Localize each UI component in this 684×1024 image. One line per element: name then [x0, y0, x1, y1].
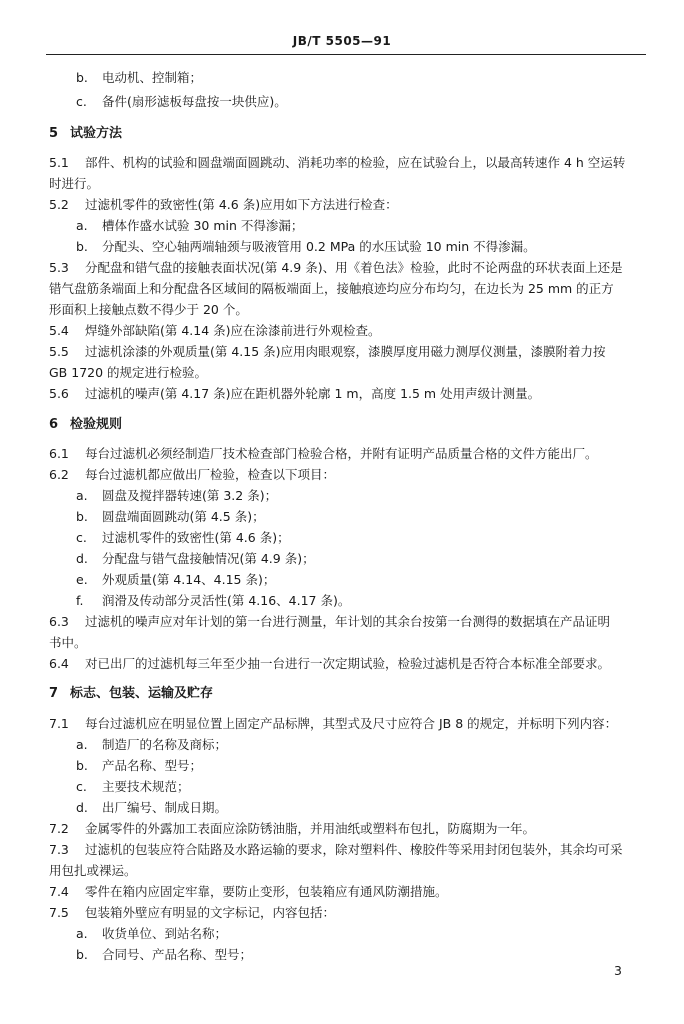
- clause-text-cont: 用包扎或裸运。: [49, 863, 137, 878]
- item-text: 分配头、空心轴两端轴颈与吸液管用 0.2 MPa 的水压试验 10 min 不得渗漏。: [102, 239, 536, 254]
- item-text: 主要技术规范；: [102, 779, 190, 794]
- item-label: b.: [76, 947, 88, 962]
- section-number: 6: [49, 417, 59, 432]
- item-text: 外观质量(第 4.14、4.15 条)；: [102, 572, 276, 587]
- item-label: c.: [76, 94, 87, 109]
- clause-text: 过滤机的噪声(第 4.17 条)应在距机器外轮廓 1 m，高度 1.5 m 处用声级计测量。: [85, 386, 541, 401]
- item-text: 圆盘端面圆跳动(第 4.5 条)；: [102, 509, 265, 524]
- clause-number: 6.2: [49, 467, 69, 482]
- clause-text: 零件在箱内应固定牢靠，要防止变形，包装箱应有通风防潮措施。: [85, 884, 448, 899]
- clause-number: 7.2: [49, 821, 69, 836]
- clause-number: 6.3: [49, 614, 69, 629]
- clause-number: 5.4: [49, 323, 69, 338]
- clause-text-cont: 书中。: [49, 635, 87, 650]
- item-label: a.: [76, 218, 88, 233]
- item-text: 槽体作盛水试验 30 min 不得渗漏；: [102, 218, 304, 233]
- item-text: 收货单位、到站名称；: [102, 926, 228, 941]
- clause-text: 对已出厂的过滤机每三年至少抽一台进行一次定期试验，检验过滤机是否符合本标准全部要求。: [85, 656, 611, 671]
- clause-text: 每台过滤机都应做出厂检验，检查以下项目：: [85, 467, 336, 482]
- item-label: a.: [76, 737, 88, 752]
- header-rule: [46, 54, 646, 55]
- item-label: b.: [76, 758, 88, 773]
- clause-text: 包装箱外壁应有明显的文字标记，内容包括：: [85, 905, 336, 920]
- section-title: 标志、包装、运输及贮存: [70, 686, 214, 701]
- item-text: 电动机、控制箱；: [102, 70, 203, 85]
- item-text: 过滤机零件的致密性(第 4.6 条)；: [102, 530, 290, 545]
- clause-number: 7.3: [49, 842, 69, 857]
- item-text: 出厂编号、制成日期。: [102, 800, 228, 815]
- clause-number: 6.4: [49, 656, 69, 671]
- item-label: b.: [76, 70, 88, 85]
- clause-number: 7.4: [49, 884, 69, 899]
- clause-text: 过滤机零件的致密性(第 4.6 条)应用如下方法进行检查：: [85, 197, 398, 212]
- page-number: 3: [614, 963, 622, 978]
- item-label: e.: [76, 572, 88, 587]
- item-text: 分配盘与错气盘接触情况(第 4.9 条)；: [102, 551, 315, 566]
- item-text: 圆盘及搅拌器转速(第 3.2 条)；: [102, 488, 278, 503]
- item-text: 制造厂的名称及商标；: [102, 737, 228, 752]
- clause-text: 焊缝外部缺陷(第 4.14 条)应在涂漆前进行外观检查。: [85, 323, 381, 338]
- item-label: d.: [76, 551, 88, 566]
- clause-number: 6.1: [49, 446, 69, 461]
- clause-text: 过滤机涂漆的外观质量(第 4.15 条)应用肉眼观察，漆膜厚度用磁力测厚仪测量，漆膜附着力按: [85, 344, 606, 359]
- item-label: c.: [76, 530, 87, 545]
- clause-number: 5.3: [49, 260, 69, 275]
- clause-text: 金属零件的外露加工表面应涂防锈油脂，并用油纸或塑料布包扎，防腐期为一年。: [85, 821, 536, 836]
- section-number: 7: [49, 686, 59, 701]
- clause-text: 过滤机的包装应符合陆路及水路运输的要求，除对塑料件、橡胶件等采用封闭包装外，其余均可采: [85, 842, 623, 857]
- item-label: a.: [76, 488, 88, 503]
- item-label: a.: [76, 926, 88, 941]
- clause-text-cont: 形面积上接触点数不得少于 20 个。: [49, 302, 248, 317]
- item-label: b.: [76, 239, 88, 254]
- clause-text: 部件、机构的试验和圆盘端面圆跳动、消耗功率的检验，应在试验台上，以最高转速作 4 h 空运转: [85, 155, 626, 170]
- section-number: 5: [49, 126, 59, 141]
- clause-text-cont: 错气盘筋条端面上和分配盘各区域间的隔板端面上，接触痕迹均应分布均匀，在边长为 25 mm 的正方: [49, 281, 614, 296]
- clause-text: 每台过滤机必须经制造厂技术检查部门检验合格，并附有证明产品质量合格的文件方能出厂。: [85, 446, 598, 461]
- clause-number: 5.5: [49, 344, 69, 359]
- clause-text: 每台过滤机应在明显位置上固定产品标牌，其型式及尺寸应符合 JB 8 的规定，并标明下列内容：: [85, 716, 618, 731]
- item-label: d.: [76, 800, 88, 815]
- item-label: b.: [76, 509, 88, 524]
- clause-text-cont: 时进行。: [49, 176, 100, 191]
- item-text: 备件(扇形滤板每盘按一块供应)。: [102, 94, 287, 109]
- clause-number: 7.5: [49, 905, 69, 920]
- section-title: 试验方法: [70, 126, 123, 141]
- clause-text-cont: GB 1720 的规定进行检验。: [49, 365, 208, 380]
- clause-text: 分配盘和错气盘的接触表面状况(第 4.9 条)、用《着色法》检验，此时不论两盘的环状表面上还是: [85, 260, 623, 275]
- clause-number: 5.1: [49, 155, 69, 170]
- clause-number: 5.6: [49, 386, 69, 401]
- clause-text: 过滤机的噪声应对年计划的第一台进行测量，年计划的其余台按第一台测得的数据填在产品证明: [85, 614, 611, 629]
- item-label: c.: [76, 779, 87, 794]
- section-title: 检验规则: [70, 417, 123, 432]
- item-label: f.: [76, 593, 84, 608]
- item-text: 产品名称、型号；: [102, 758, 203, 773]
- clause-number: 7.1: [49, 716, 69, 731]
- item-text: 合同号、产品名称、型号；: [102, 947, 253, 962]
- item-text: 润滑及传动部分灵活性(第 4.16、4.17 条)。: [102, 593, 351, 608]
- clause-number: 5.2: [49, 197, 69, 212]
- standard-code-header: JB/T 5505—91: [292, 34, 392, 48]
